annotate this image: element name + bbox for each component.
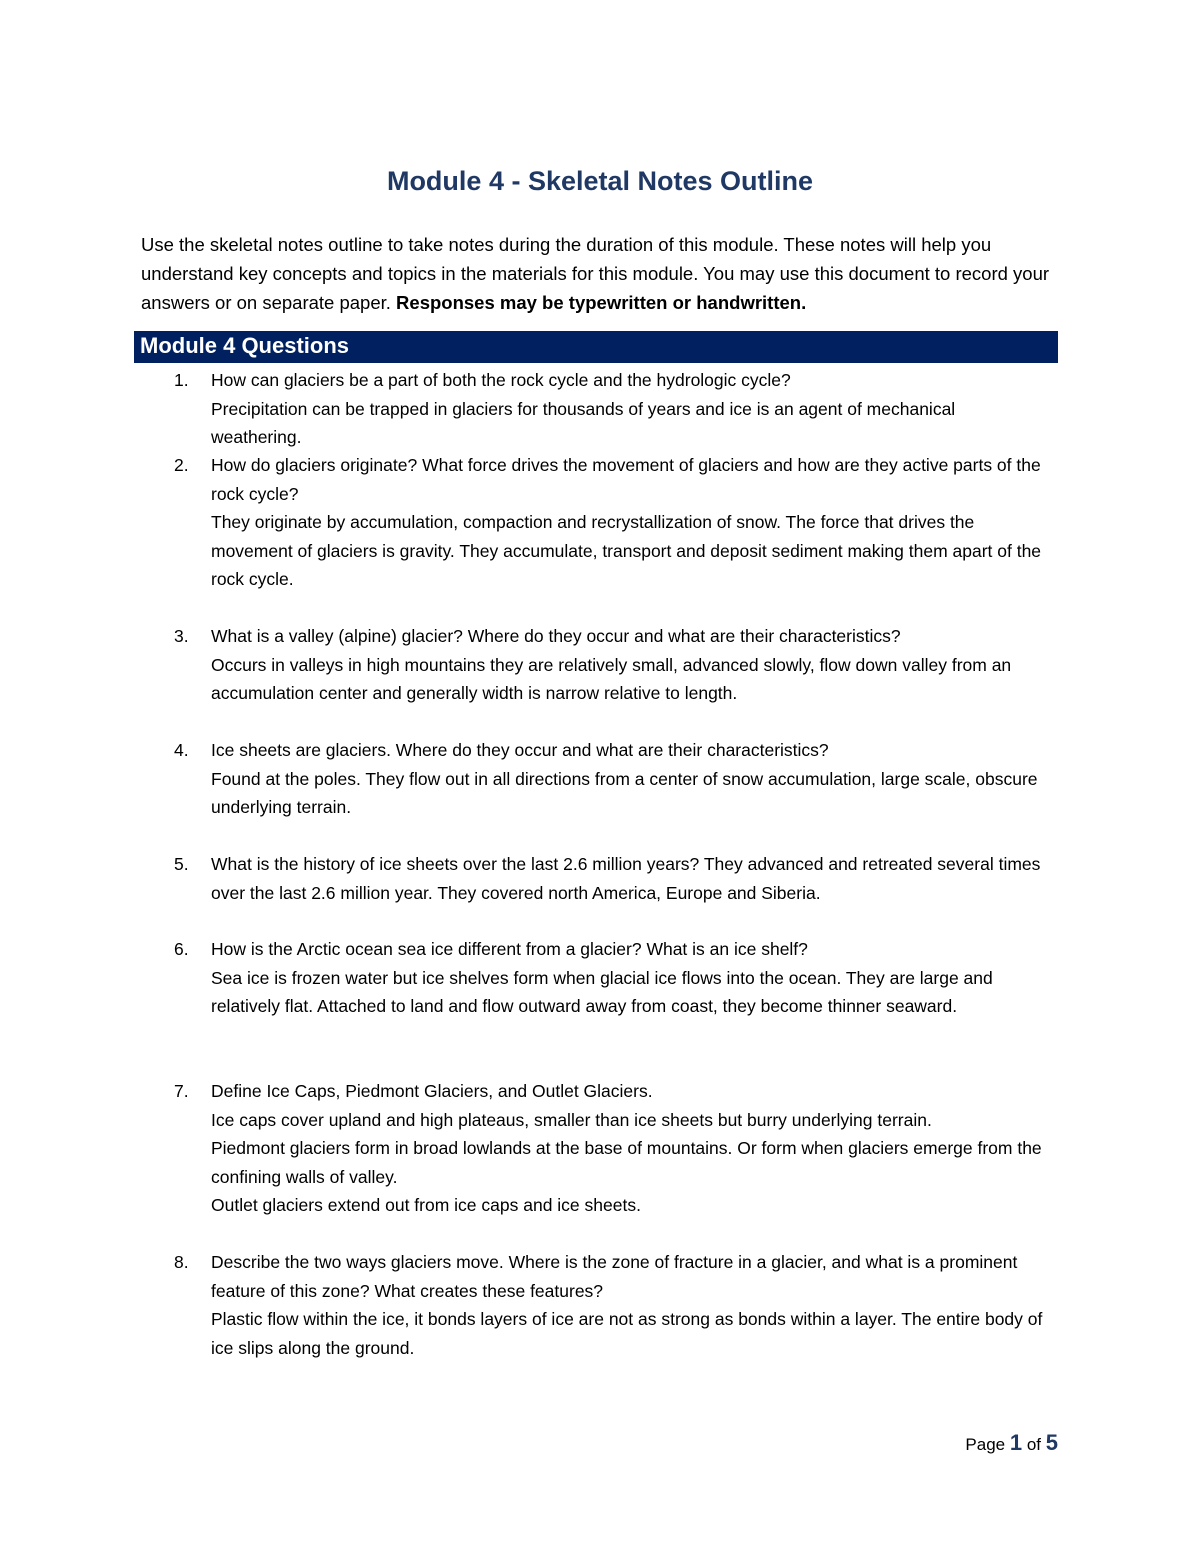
intro-text: Use the skeletal notes outline to take notes during the duration of this module. These notes will help you understand key concepts and topics in the materials for this module. You may use this document to record your answers or on separate paper. [141,234,1050,313]
section-title: Module 4 Questions [140,333,350,358]
page-title: Module 4 - Skeletal Notes Outline [386,166,814,196]
answer-text: They originate by accumulation, compaction and recrystallization of snow. The force that drives the movement of glaciers is gravity. They accumulate, transport and deposit sediment making them apart of the rock cycle. [211,512,1042,589]
section-banner [134,331,1058,363]
intro-end: . [801,292,807,313]
intro-paragraph [141,230,1061,317]
question-text: Describe the two ways glaciers move. Where is the zone of fracture in a glacier, and what is a prominent feature of this zone? What creates these features? [211,1252,1018,1301]
question-text: How is the Arctic ocean sea ice different from a glacier? What is an ice shelf? [211,939,808,959]
question-item-5 [164,850,1044,907]
answer-text: Ice caps cover upland and high plateaus, smaller than ice sheets but burry underlying terrain. [211,1109,932,1130]
question-item-1 [164,366,1044,452]
page-total: 5 [1045,1430,1058,1455]
answer-text: Occurs in valleys in high mountains they are relatively small, advanced slowly, flow down valley from an accumulation center and generally width is narrow relative to length. [211,654,1012,703]
of-label: of [1026,1435,1042,1454]
answer-text: Plastic flow within the ice, it bonds layers of ice are not as strong as bonds within a layer. The entire body of ice slips along the ground. [211,1309,1043,1358]
question-number: 5. [174,854,189,874]
question-text: What is the history of ice sheets over the last 2.6 million years? They advanced and retreated several times over the last 2.6 million year. They covered north America, Europe and Siberia. [211,854,1041,903]
question-text: What is a valley (alpine) glacier? Where do they occur and what are their characteristics? [211,626,901,646]
question-text: Define Ice Caps, Piedmont Glaciers, and Outlet Glaciers. [211,1081,653,1101]
question-number: 7. [174,1081,189,1101]
answer-text-2: Piedmont glaciers form in broad lowlands at the base of mountains. Or form when glaciers emerge from the confining walls of valley. [211,1138,1042,1187]
page-label: Page [965,1435,1006,1454]
question-item-7 [164,1077,1044,1220]
question-number: 1. [174,370,189,390]
question-number: 6. [174,939,189,959]
intro-bold-text: Responses may be typewritten or handwritten [396,292,802,313]
question-number: 2. [174,455,189,475]
answer-text: Precipitation can be trapped in glaciers for thousands of years and ice is an agent of mechanical weathering. [211,398,956,447]
question-number: 8. [174,1252,189,1272]
question-item-6 [164,935,1044,1021]
question-text: How do glaciers originate? What force drives the movement of glaciers and how are they active parts of the rock cycle? [211,455,1041,504]
page-footer [965,1430,1058,1456]
question-number: 3. [174,626,189,646]
question-text: Ice sheets are glaciers. Where do they occur and what are their characteristics? [211,740,829,760]
answer-text-3: Outlet glaciers extend out from ice caps and ice sheets. [211,1195,641,1215]
question-item-3 [164,622,1044,708]
question-text: How can glaciers be a part of both the rock cycle and the hydrologic cycle? [211,370,791,390]
answer-text: Found at the poles. They flow out in all directions from a center of snow accumulation, large scale, obscure underlying terrain. [211,768,1038,817]
answer-text: Sea ice is frozen water but ice shelves form when glacial ice flows into the ocean. They are large and relatively flat. Attached to land and flow outward away from coast, they become thinner seaward. [211,967,993,1016]
question-item-8 [164,1248,1044,1362]
question-item-4 [164,736,1044,822]
question-number: 4. [174,740,189,760]
page-number: 1 [1009,1430,1023,1455]
question-item-2 [164,451,1044,594]
